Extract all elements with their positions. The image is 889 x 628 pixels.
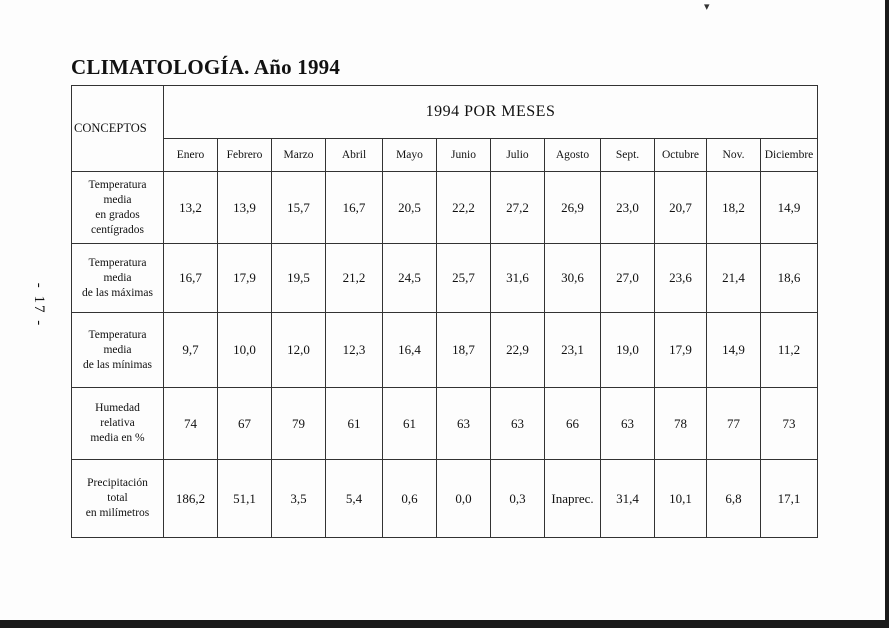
table-cell: 10,0 [218, 313, 272, 388]
table-cell: 18,2 [707, 172, 761, 244]
table-cell: 23,0 [601, 172, 655, 244]
concept-line: Temperatura [88, 256, 147, 269]
table-cell: 74 [164, 388, 218, 460]
table-cell: 63 [491, 388, 545, 460]
page-title: CLIMATOLOGÍA. Año 1994 [71, 55, 341, 79]
table-cell: 26,9 [545, 172, 601, 244]
concept-label [72, 313, 164, 388]
table-cell: Inaprec. [545, 460, 601, 538]
month-header: Abril [326, 139, 383, 172]
table-cell: 10,1 [655, 460, 707, 538]
table-cell: 77 [707, 388, 761, 460]
table-cell: 0,6 [383, 460, 437, 538]
table-cell: 17,9 [655, 313, 707, 388]
concept-line: media [103, 271, 132, 284]
table-cell: 21,4 [707, 244, 761, 313]
month-header: Nov. [707, 139, 761, 172]
month-header: Mayo [383, 139, 437, 172]
month-header: Febrero [218, 139, 272, 172]
conceptos-header: CONCEPTOS [72, 86, 164, 172]
table-cell: 12,3 [326, 313, 383, 388]
table-cell: 17,1 [761, 460, 818, 538]
table-cell: 5,4 [326, 460, 383, 538]
table-cell: 16,7 [326, 172, 383, 244]
table-cell: 63 [437, 388, 491, 460]
table-cell: 186,2 [164, 460, 218, 538]
scan-border-right [885, 0, 889, 628]
table-cell: 13,9 [218, 172, 272, 244]
table-cell: 73 [761, 388, 818, 460]
month-header: Enero [164, 139, 218, 172]
table-row [72, 460, 818, 538]
month-header-row [72, 139, 818, 172]
table-cell: 31,4 [601, 460, 655, 538]
table-cell: 27,2 [491, 172, 545, 244]
table-cell: 66 [545, 388, 601, 460]
table-cell: 16,7 [164, 244, 218, 313]
month-header: Sept. [601, 139, 655, 172]
table-cell: 25,7 [437, 244, 491, 313]
table-cell: 67 [218, 388, 272, 460]
table-cell: 6,8 [707, 460, 761, 538]
concept-line: Humedad [95, 402, 140, 414]
table-cell: 22,9 [491, 313, 545, 388]
table-cell: 0,0 [437, 460, 491, 538]
climatology-table [71, 85, 818, 538]
table-cell: 14,9 [761, 172, 818, 244]
table-cell: 16,4 [383, 313, 437, 388]
concept-line: Precipitación [87, 477, 148, 489]
concept-line: en grados [95, 208, 140, 221]
table-cell: 14,9 [707, 313, 761, 388]
month-header: Junio [437, 139, 491, 172]
table-cell: 79 [272, 388, 326, 460]
table-cell: 17,9 [218, 244, 272, 313]
table-cell: 61 [383, 388, 437, 460]
table-cell: 23,6 [655, 244, 707, 313]
table-row [72, 244, 818, 313]
table-cell: 21,2 [326, 244, 383, 313]
table-cell: 15,7 [272, 172, 326, 244]
concept-line: en milímetros [85, 507, 150, 519]
page-number: - 17 - [31, 282, 48, 328]
concept-line: de las máximas [82, 286, 153, 299]
table-cell: 51,1 [218, 460, 272, 538]
table-row [72, 313, 818, 388]
table-cell: 31,6 [491, 244, 545, 313]
concept-line: total [107, 492, 128, 504]
table-row [72, 172, 818, 244]
concept-line: media en % [90, 432, 145, 444]
scan-mark: ▾ [704, 1, 710, 13]
concept-label [72, 244, 164, 313]
table-cell: 78 [655, 388, 707, 460]
table-cell: 18,7 [437, 313, 491, 388]
concept-label [72, 460, 164, 538]
table-cell: 13,2 [164, 172, 218, 244]
concept-line: media [103, 343, 132, 356]
table-row [72, 388, 818, 460]
month-header: Julio [491, 139, 545, 172]
table-cell: 63 [601, 388, 655, 460]
table-cell: 20,5 [383, 172, 437, 244]
table-cell: 0,3 [491, 460, 545, 538]
month-header: Marzo [272, 139, 326, 172]
table-cell: 18,6 [761, 244, 818, 313]
months-caption: 1994 POR MESES [164, 86, 818, 139]
concept-line: Temperatura [88, 328, 147, 341]
table-cell: 61 [326, 388, 383, 460]
table-cell: 22,2 [437, 172, 491, 244]
month-header: Octubre [655, 139, 707, 172]
concept-line: relativa [100, 417, 135, 429]
table-cell: 11,2 [761, 313, 818, 388]
month-header: Diciembre [761, 139, 818, 172]
month-header: Agosto [545, 139, 601, 172]
concept-label [72, 172, 164, 244]
scan-border-bottom [0, 620, 889, 628]
table-cell: 24,5 [383, 244, 437, 313]
table-cell: 20,7 [655, 172, 707, 244]
table-cell: 3,5 [272, 460, 326, 538]
table-cell: 27,0 [601, 244, 655, 313]
concept-line: media [103, 193, 132, 206]
concept-line: centígrados [90, 223, 144, 236]
concept-line: Temperatura [88, 178, 147, 191]
concept-line: de las mínimas [83, 358, 152, 371]
table-cell: 12,0 [272, 313, 326, 388]
table-cell: 23,1 [545, 313, 601, 388]
table-cell: 9,7 [164, 313, 218, 388]
concept-label [72, 388, 164, 460]
table-cell: 19,0 [601, 313, 655, 388]
table-cell: 30,6 [545, 244, 601, 313]
table-cell: 19,5 [272, 244, 326, 313]
